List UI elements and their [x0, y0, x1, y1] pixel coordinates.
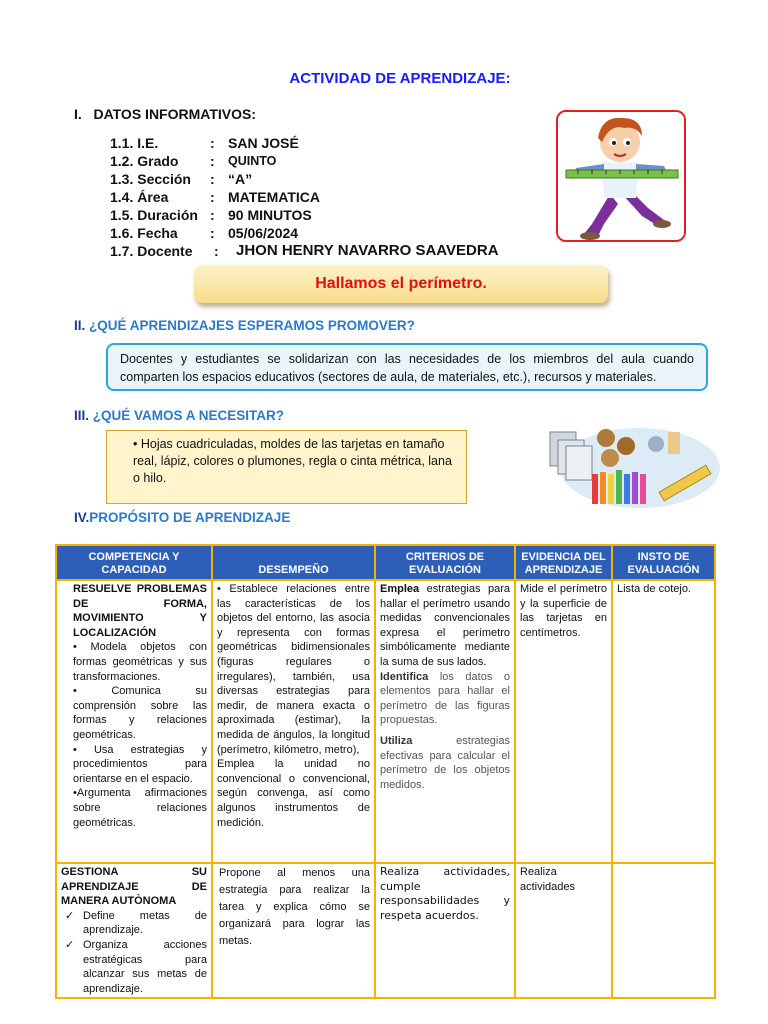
header-criterios: CRITERIOS DE EVALUACIÓN: [375, 545, 515, 580]
list-item: [65, 909, 207, 938]
desempeno-cell: Propone al menos una estrategia para realizar la tarea y explica cómo se organizará para lograr las metas.: [212, 863, 375, 998]
section-aprendizajes: [74, 318, 415, 333]
criterios-cell: Realiza actividades, cumple responsabilidades y respeta acuerdos.: [375, 863, 515, 998]
info-row-seccion: [110, 170, 499, 188]
capacidad-item: • Usa estrategias y procedimientos para orientarse en el espacio.: [73, 743, 207, 785]
header-evidencia: EVIDENCIA DEL APRENDIZAJE: [515, 545, 612, 580]
boy-illustration: [556, 110, 686, 242]
criterio-verb: Utiliza: [380, 734, 413, 747]
info-colon: :: [210, 207, 215, 223]
section-label: PROPÓSITO DE APRENDIZAJE: [89, 510, 291, 525]
instrumento-cell: Lista de cotejo.: [612, 580, 715, 863]
capacidad-list: [61, 909, 207, 997]
capacidad-item: Organiza acciones estratégicas para alcanzar sus metas de aprendizaje.: [83, 938, 207, 995]
info-row-ie: [110, 134, 499, 152]
header-competencia: COMPETENCIA Y CAPACIDAD: [56, 545, 212, 580]
section-proposito: [74, 510, 290, 525]
supplies-illustration: [540, 418, 720, 510]
table-header-row: [56, 545, 715, 580]
purpose-table: [55, 544, 716, 999]
check-icon: ✓: [65, 938, 75, 951]
info-colon: :: [210, 153, 215, 169]
info-colon: :: [210, 171, 215, 187]
criterio-text: los datos o elementos para hallar el perímetro de las figuras propuestas.: [380, 670, 510, 727]
aprendizajes-box: Docentes y estudiantes se solidarizan con las necesidades de los miembros del aula cuando comparten los espacios educativos (sectores de aula, de materiales, etc.), recursos y materiales.: [106, 343, 708, 391]
table-row: [56, 580, 715, 863]
section-datos-informativos: [74, 106, 256, 122]
competencia-title: RESUELVE PROBLEMAS DE FORMA, MOVIMIENTO Y LOCALIZACIÓN: [73, 583, 207, 639]
info-value: QUINTO: [228, 154, 277, 168]
header-instrumento: INSTO DE EVALUACIÓN: [612, 545, 715, 580]
school-supplies-icon: [540, 418, 720, 510]
criterios-cell: [375, 580, 515, 863]
section-number: II.: [74, 318, 86, 333]
section-label: DATOS INFORMATIVOS:: [93, 106, 257, 122]
desempeno-text: • Establece relaciones entre las características de los objetos del entorno, las asocia y representa con formas geométricas bidimensionales (figuras regulares o irregulares), también, usa diversas estrategias para medir, de manera exacta o aproximada (estimar), la medida de ángulos, la longitud (perímetro, kilómetro, metro),: [217, 583, 370, 756]
criterio-text: estrategias efectivas para calcular el perímetro de los objetos medidos.: [380, 734, 510, 791]
check-icon: ✓: [65, 909, 75, 922]
info-row-duracion: [110, 206, 499, 224]
info-label: 1.6. Fecha: [110, 225, 178, 241]
criterio-verb: Emplea: [380, 583, 420, 595]
capacidad-item: Define metas de aprendizaje.: [83, 909, 207, 937]
activity-title-banner: Hallamos el perímetro.: [194, 265, 608, 303]
table-row: [56, 863, 715, 998]
info-label: 1.5. Duración: [110, 207, 198, 223]
instrumento-cell: [612, 863, 715, 998]
section-number: I.: [74, 106, 82, 122]
info-value: JHON HENRY NAVARRO SAAVEDRA: [236, 242, 499, 259]
list-item: [65, 938, 207, 996]
competencia-cell: [56, 580, 212, 863]
info-row-docente: [110, 242, 499, 260]
info-colon: :: [210, 135, 215, 151]
section-number: IV.: [74, 510, 90, 525]
info-label: 1.1. I.E.: [110, 135, 159, 151]
info-label: 1.2. Grado: [110, 153, 179, 169]
info-value: “A”: [228, 171, 253, 187]
competencia-cell: [56, 863, 212, 998]
competencia-title: GESTIONA SU APRENDIZAJE DE MANERA AUTÒNOMA: [61, 866, 207, 908]
boy-measuring-icon: [558, 112, 686, 242]
document-title: ACTIVIDAD DE APRENDIZAJE:: [289, 70, 511, 87]
info-label: 1.7. Docente: [110, 243, 193, 259]
criterio-item: [380, 670, 510, 728]
materials-box: • Hojas cuadriculadas, moldes de las tarjetas en tamaño real, lápiz, colores o plumones, regla o cinta métrica, lana o hilo.: [106, 430, 467, 504]
info-label: 1.4. Área: [110, 189, 169, 205]
info-row-area: [110, 188, 499, 206]
criterio-item: [380, 734, 510, 792]
info-colon: :: [210, 225, 215, 241]
evidencia-cell: Realiza actividades: [515, 863, 612, 998]
capacidad-item: •Argumenta afirmaciones sobre relaciones geométricas.: [73, 787, 207, 829]
section-number: III.: [74, 408, 90, 423]
header-desempeno: DESEMPEÑO: [212, 545, 375, 580]
info-value: SAN JOSÉ: [228, 135, 299, 151]
desempeno-text: Emplea la unidad no convencional o convencional, según convenga, así como algunos instrumentos de medición.: [217, 758, 370, 829]
criterio-text: estrategias para hallar el perímetro usando medidas convencionales expresa el perímetro simbólicamente mediante la suma de sus lados.: [380, 583, 510, 668]
desempeno-cell: [212, 580, 375, 863]
section-label: ¿QUÉ VAMOS A NECESITAR?: [92, 408, 285, 423]
info-list: [110, 134, 499, 260]
capacidad-item: • Comunica su comprensión sobre las formas y relaciones geométricas.: [73, 685, 207, 741]
info-row-fecha: [110, 224, 499, 242]
info-label: 1.3. Sección: [110, 171, 191, 187]
info-row-grado: [110, 152, 499, 170]
info-colon: :: [210, 189, 215, 205]
capacidad-item: • Modela objetos con formas geométricas y sus transformaciones.: [73, 641, 207, 683]
info-colon: :: [214, 243, 219, 259]
section-necesitar: [74, 408, 284, 423]
info-value: 05/06/2024: [228, 225, 299, 241]
info-value: MATEMATICA: [228, 189, 321, 205]
info-value: 90 MINUTOS: [228, 207, 312, 223]
evidencia-cell: Mide el perímetro y la superficie de las tarjetas en centímetros.: [515, 580, 612, 863]
criterio-verb: Identifica: [380, 670, 429, 683]
section-label: ¿QUÉ APRENDIZAJES ESPERAMOS PROMOVER?: [89, 318, 415, 333]
criterio-item: [380, 582, 510, 670]
